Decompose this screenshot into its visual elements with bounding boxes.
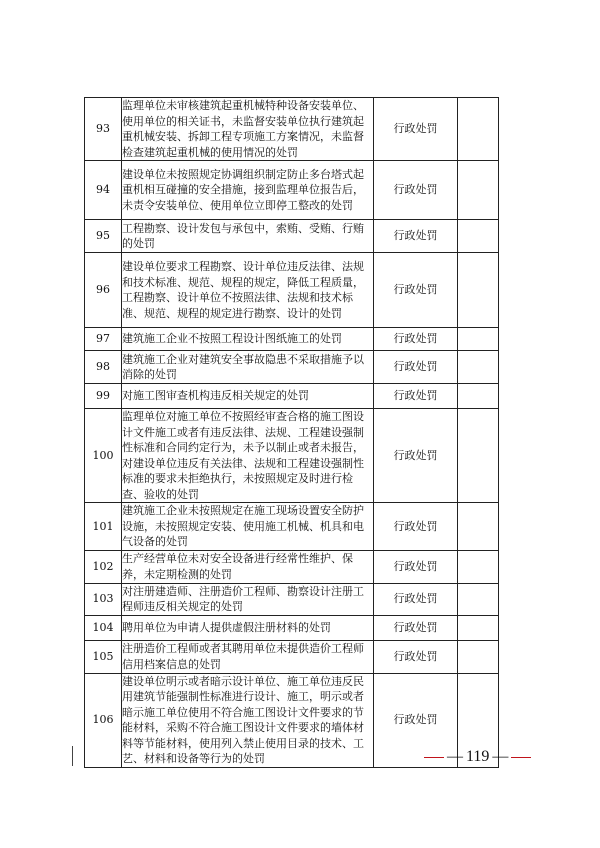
blank-cell: [458, 161, 499, 220]
table-row: [85, 615, 499, 640]
blank-cell: [458, 640, 499, 673]
blank-cell: [458, 550, 499, 583]
item-description: 监理单位对施工单位不按照经审查合格的施工图设计文件施工或者有违反法律、法规、工程建设强制性标准和合同约定行为，未予以制止或者未报告，对建设单位违反有关法律、法规和工程建设强制性标准的要求未拒绝执行，未按照规定及时进行检查、验收的处罚: [122, 409, 374, 503]
item-number: 105: [85, 640, 122, 673]
table-row: [85, 409, 499, 503]
page-number: 119: [466, 748, 490, 765]
blank-cell: [458, 503, 499, 551]
item-category: 行政处罚: [374, 98, 458, 161]
item-description: 工程勘察、设计发包与承包中，索贿、受贿、行贿的处罚: [122, 220, 374, 253]
dash-left: —: [447, 748, 463, 765]
item-category: 行政处罚: [374, 615, 458, 640]
blank-cell: [458, 615, 499, 640]
item-category: 行政处罚: [374, 409, 458, 503]
item-category: 行政处罚: [374, 351, 458, 384]
table-row: [85, 98, 499, 161]
item-category: 行政处罚: [374, 161, 458, 220]
item-number: 102: [85, 550, 122, 583]
table-row: [85, 351, 499, 384]
item-description: 监理单位未审核建筑起重机械特种设备安装单位、使用单位的相关证书，未监督安装单位执行建筑起重机械安装、拆卸工程专项施工方案情况，未监督检查建筑起重机械的使用情况的处罚: [122, 98, 374, 161]
item-number: 103: [85, 583, 122, 615]
page-number-footer: [424, 747, 524, 769]
item-description: 建筑施工企业不按照工程设计图纸施工的处罚: [122, 328, 374, 351]
red-underline-left: [424, 757, 444, 758]
item-description: 建设单位明示或者暗示设计单位、施工单位违反民用建筑节能强制性标准进行设计、施工，明示或者暗示施工单位使用不符合施工图设计文件要求的节能材料，采购不符合施工图设计文件要求的墙体材料等节能材料，使用列入禁止使用目录的技术、工艺、材料和设备等行为的处罚: [122, 673, 374, 767]
blank-cell: [458, 409, 499, 503]
item-category: 行政处罚: [374, 328, 458, 351]
table-row: [85, 328, 499, 351]
item-category: 行政处罚: [374, 253, 458, 328]
table-row: [85, 384, 499, 409]
item-description: 聘用单位为申请人提供虚假注册材料的处罚: [122, 615, 374, 640]
item-description: 对施工图审查机构违反相关规定的处罚: [122, 384, 374, 409]
blank-cell: [458, 98, 499, 161]
item-number: 97: [85, 328, 122, 351]
item-category: 行政处罚: [374, 384, 458, 409]
item-description: 建筑施工企业对建筑安全事故隐患不采取措施予以消除的处罚: [122, 351, 374, 384]
item-number: 101: [85, 503, 122, 551]
blank-cell: [458, 328, 499, 351]
table-body: [85, 98, 499, 768]
red-underline-right: [511, 757, 531, 758]
item-category: 行政处罚: [374, 673, 458, 767]
item-category: 行政处罚: [374, 583, 458, 615]
table-row: [85, 550, 499, 583]
item-description: 对注册建造师、注册造价工程师、勘察设计注册工程师违反相关规定的处罚: [122, 583, 374, 615]
item-number: 100: [85, 409, 122, 503]
blank-cell: [458, 384, 499, 409]
item-number: 104: [85, 615, 122, 640]
blank-cell: [458, 220, 499, 253]
item-description: 建筑施工企业未按照规定在施工现场设置安全防护设施，未按照规定安装、使用施工机械、机具和电气设备的处罚: [122, 503, 374, 551]
item-number: 95: [85, 220, 122, 253]
item-description: 生产经营单位未对安全设备进行经常性维护、保养，未定期检测的处罚: [122, 550, 374, 583]
dash-right: —: [492, 748, 509, 765]
blank-cell: [458, 351, 499, 384]
blank-cell: [458, 253, 499, 328]
table-row: [85, 503, 499, 551]
table-row: [85, 640, 499, 673]
item-number: 99: [85, 384, 122, 409]
item-category: 行政处罚: [374, 220, 458, 253]
item-description: 注册造价工程师或者其聘用单位未提供造价工程师信用档案信息的处罚: [122, 640, 374, 673]
item-number: 94: [85, 161, 122, 220]
item-category: 行政处罚: [374, 503, 458, 551]
penalty-items-table: [84, 97, 499, 768]
table-row: [85, 583, 499, 615]
margin-rule: [72, 746, 73, 766]
item-number: 93: [85, 98, 122, 161]
item-number: 96: [85, 253, 122, 328]
item-description: 建设单位未按照规定协调组织制定防止多台塔式起重机相互碰撞的安全措施，接到监理单位报告后，未责令安装单位、使用单位立即停工整改的处罚: [122, 161, 374, 220]
item-category: 行政处罚: [374, 640, 458, 673]
table-row: [85, 220, 499, 253]
table-row: [85, 161, 499, 220]
item-category: 行政处罚: [374, 550, 458, 583]
item-description: 建设单位要求工程勘察、设计单位违反法律、法规和技术标准、规范、规程的规定，降低工程质量，工程勘察、设计单位不按照法律、法规和技术标准、规范、规程的规定进行勘察、设计的处罚: [122, 253, 374, 328]
item-number: 106: [85, 673, 122, 767]
table-row: [85, 253, 499, 328]
blank-cell: [458, 583, 499, 615]
item-number: 98: [85, 351, 122, 384]
